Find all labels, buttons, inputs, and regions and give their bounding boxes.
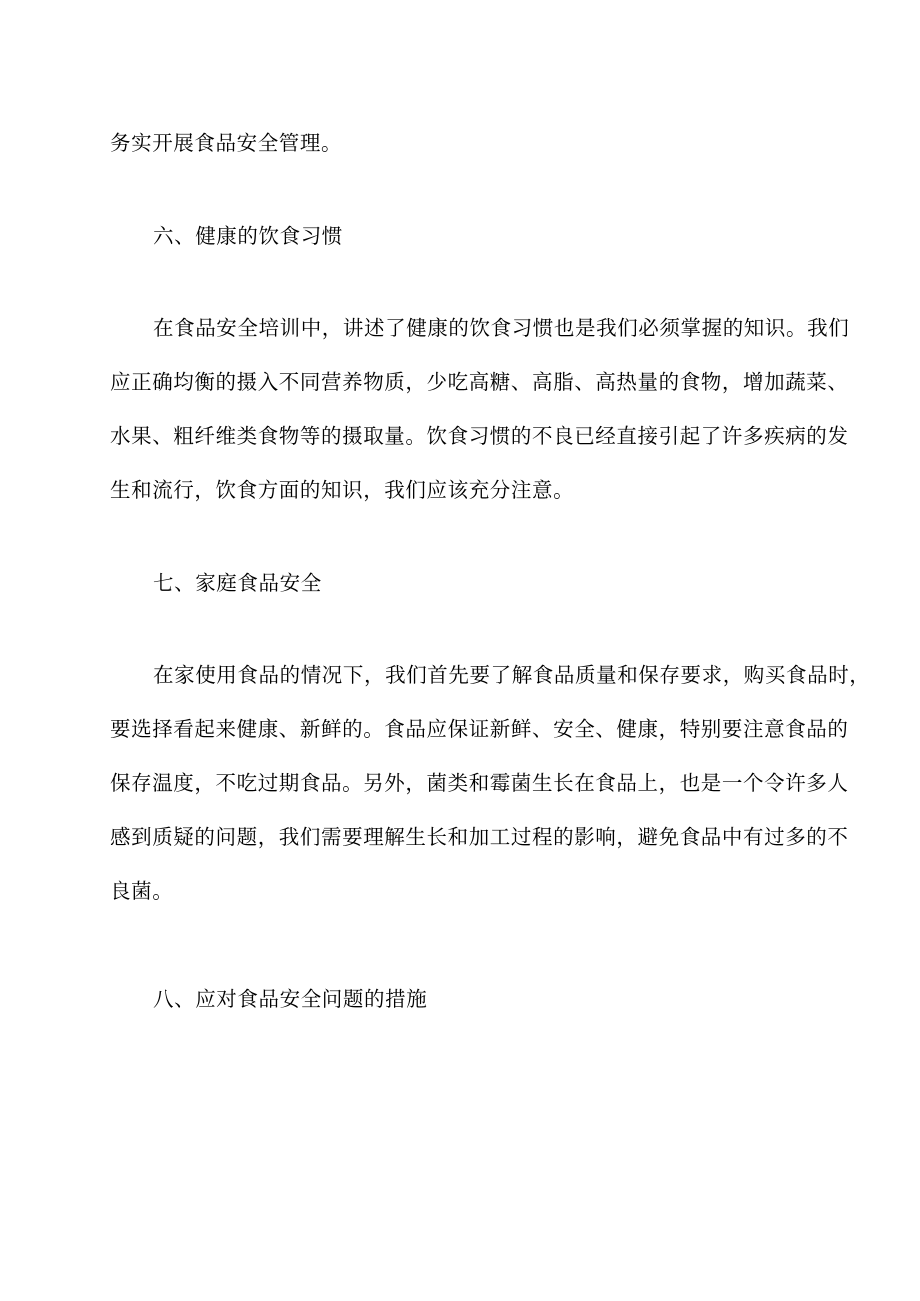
section-7-heading: 七、家庭食品安全: [153, 571, 322, 595]
section-6-paragraph-line-3: 水果、粗纤维类食物等的摄取量。饮食习惯的不良已经直接引起了许多疾病的发: [110, 424, 849, 448]
continuation-text: 务实开展食品安全管理。: [110, 131, 343, 155]
section-6-paragraph-line-2: 应正确均衡的摄入不同营养物质，少吃高糖、高脂、高热量的食物，增加蔬菜、: [110, 370, 849, 394]
section-7-paragraph-line-1: 在家使用食品的情况下，我们首先要了解食品质量和保存要求，购买食品时，: [153, 663, 871, 687]
section-6-heading: 六、健康的饮食习惯: [153, 224, 343, 248]
section-7-paragraph-line-3: 保存温度，不吃过期食品。另外，菌类和霉菌生长在食品上，也是一个令许多人: [110, 771, 849, 795]
section-7-paragraph-line-4: 感到质疑的问题，我们需要理解生长和加工过程的影响，避免食品中有过多的不: [110, 825, 849, 849]
section-6-paragraph-line-1: 在食品安全培训中，讲述了健康的饮食习惯也是我们必须掌握的知识。我们: [153, 316, 850, 340]
section-7-paragraph-line-5: 良菌。: [110, 879, 174, 903]
section-7-paragraph-line-2: 要选择看起来健康、新鲜的。食品应保证新鲜、安全、健康，特别要注意食品的: [110, 717, 849, 741]
section-6-paragraph-line-4: 生和流行，饮食方面的知识，我们应该充分注意。: [110, 478, 575, 502]
section-8-heading: 八、应对食品安全问题的措施: [153, 987, 428, 1011]
